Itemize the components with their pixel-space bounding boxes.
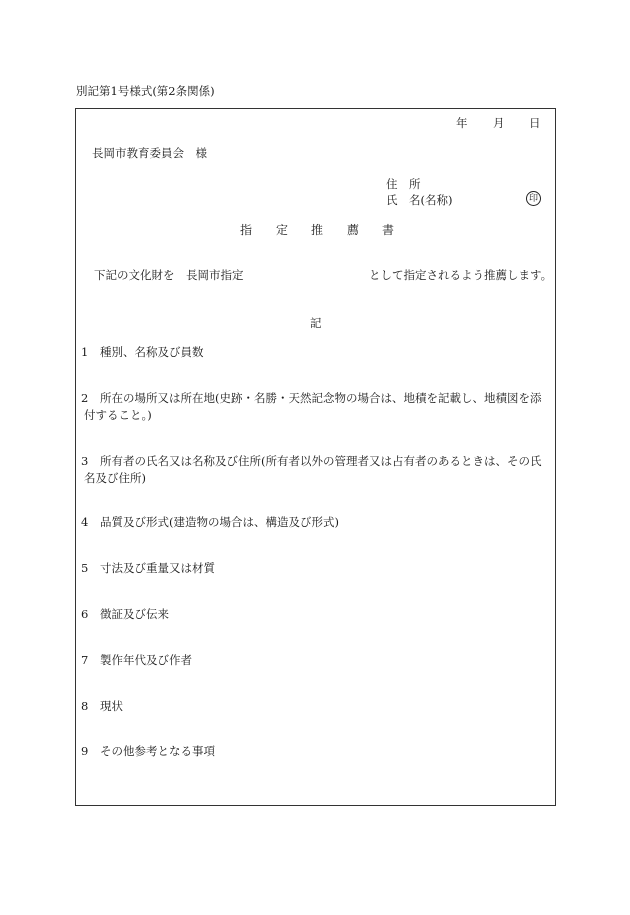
title-char: 薦: [347, 223, 360, 237]
statement-part1: 下記の文化財を 長岡市指定: [94, 268, 244, 282]
address-label: 住 所: [386, 177, 421, 191]
item-number: 6: [81, 607, 89, 621]
title-char: 推: [311, 223, 324, 237]
item-text: 製作年代及び作者: [100, 653, 192, 667]
item-number: 5: [81, 561, 89, 575]
item-text: 種別、名称及び員数: [100, 345, 204, 359]
item-text: 徴証及び伝来: [100, 607, 169, 621]
date-year: 年: [456, 116, 468, 130]
title-char: 定: [276, 223, 289, 237]
item-number: 3: [81, 454, 89, 468]
statement-part2: として指定されるよう推薦します。: [369, 268, 553, 282]
seal-mark: 印: [526, 191, 541, 206]
item-text: 所有者の氏名又は名称及び住所(所有者以外の管理者又は占有者のあるときは、その氏名及び住所): [84, 454, 542, 485]
item-text: 現状: [100, 699, 123, 713]
item-text: 品質及び形式(建造物の場合は、構造及び形式): [100, 515, 339, 529]
item-number: 2: [81, 391, 89, 405]
form-id: 別記第1号様式(第2条関係): [76, 84, 215, 98]
item-number: 4: [81, 515, 89, 529]
name-label: 氏 名(名称): [386, 193, 453, 207]
document-title: [0, 224, 630, 238]
item-number: 1: [81, 345, 89, 359]
addressee: 長岡市教育委員会 様: [92, 146, 207, 160]
date-day: 日: [529, 116, 541, 130]
date-month: 月: [493, 116, 505, 130]
item-number: 8: [81, 699, 89, 713]
title-char: 書: [382, 223, 395, 237]
ki-heading: 記: [310, 316, 322, 330]
item-text: その他参考となる事項: [100, 744, 215, 758]
item-number: 7: [81, 653, 89, 667]
title-char: 指: [240, 223, 253, 237]
item-text: 寸法及び重量又は材質: [100, 561, 215, 575]
item-text: 所在の場所又は所在地(史跡・名勝・天然記念物の場合は、地積を記載し、地積図を添付すること。): [84, 391, 542, 422]
item-number: 9: [81, 744, 89, 758]
